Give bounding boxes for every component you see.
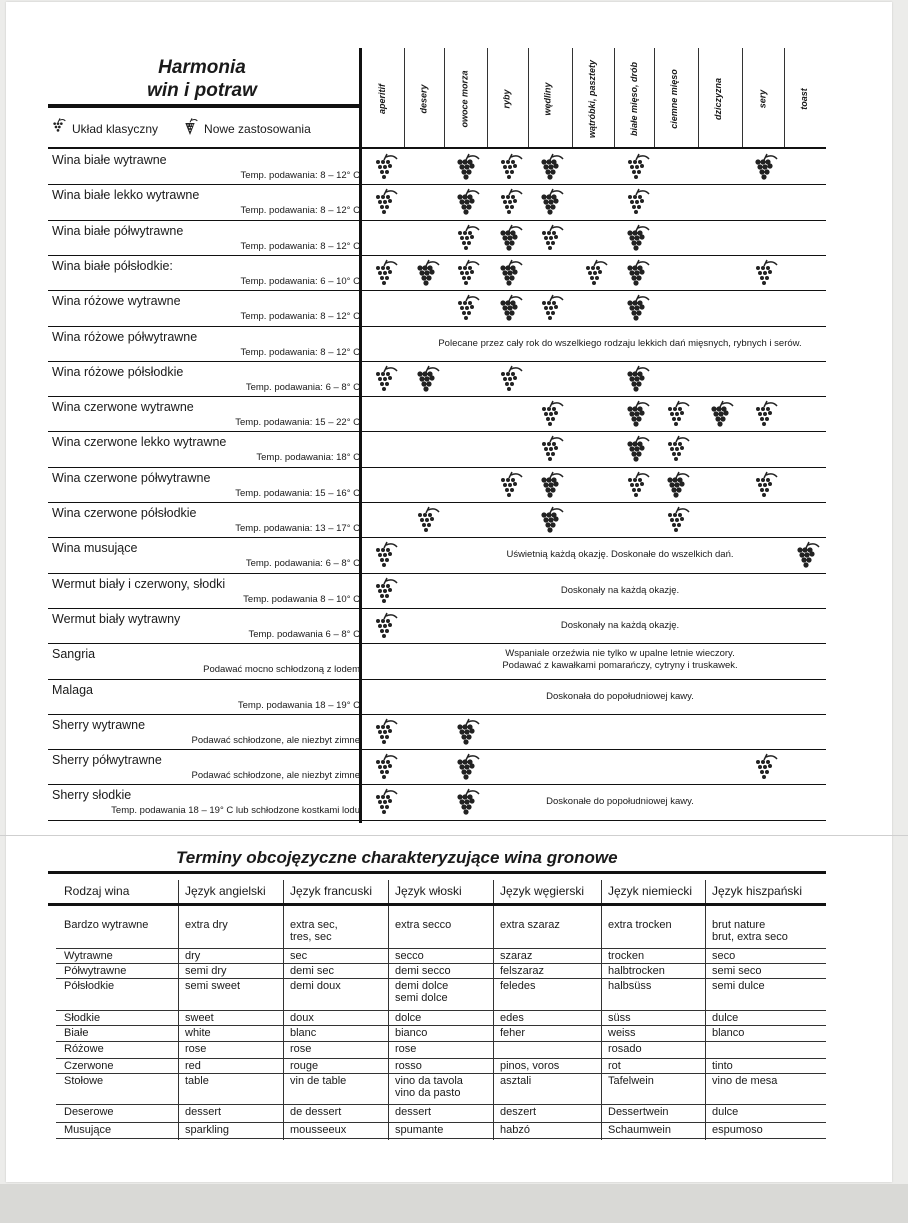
column-divider: [444, 48, 445, 148]
terms-cell: dessert: [185, 1106, 222, 1118]
grape-pairing-icon: [369, 612, 399, 642]
row-divider: [48, 290, 826, 291]
column-header: [487, 50, 527, 148]
serving-temperature: Podawać schłodzone, ale niezbyt zimne: [191, 770, 360, 782]
terms-row-label: Różowe: [64, 1043, 104, 1055]
terms-cell: halbtrocken: [608, 965, 665, 977]
grape-pairing-icon: [621, 471, 651, 501]
wine-name: Wina czerwone lekko wytrawne: [52, 435, 227, 450]
grape-pairing-icon: [661, 400, 691, 430]
terms-cell: semi dry: [185, 965, 227, 977]
terms-cell: weiss: [608, 1027, 636, 1039]
grape-pairing-icon: [451, 718, 481, 748]
terms-cell: trocken: [608, 950, 645, 962]
grape-pairing-icon: [535, 224, 565, 254]
row-divider: [48, 431, 826, 432]
row-divider: [48, 184, 826, 185]
serving-temperature: Temp. podawania: 18° C: [256, 452, 360, 464]
serving-temperature: Temp. podawania: 8 – 12° C: [240, 311, 360, 323]
grape-pairing-icon: [494, 471, 524, 501]
wine-name: Wina różowe półwytrawne: [52, 329, 198, 344]
new-use-grape-icon: [180, 117, 200, 140]
terms-cell: vino de mesa: [712, 1075, 778, 1087]
wine-note: Uświetnią każdą okazję. Doskonałe do wszelkich dań.: [506, 549, 734, 561]
grape-pairing-icon: [621, 224, 651, 254]
column-divider: [742, 48, 743, 148]
row-divider: [48, 396, 826, 397]
terms-cell: edes: [500, 1012, 524, 1024]
terms-cell: sec: [290, 950, 308, 962]
serving-temperature: Temp. podawania: 15 – 16° C: [235, 487, 360, 499]
column-header: [528, 50, 568, 148]
terms-row-divider: [56, 1025, 826, 1026]
terms-cell: dessert: [395, 1106, 432, 1118]
grape-pairing-icon: [661, 471, 691, 501]
terms-cell: extra sec, tres, sec: [290, 919, 338, 943]
terms-row-label: Półwytrawne: [64, 965, 127, 977]
wine-name: Sherry słodkie: [52, 788, 132, 803]
wine-name: Sangria: [52, 647, 96, 662]
wine-name: Wina czerwone wytrawne: [52, 400, 194, 415]
legend: [48, 117, 362, 140]
terms-row-divider: [56, 1138, 826, 1139]
column-header-label: ryby: [501, 89, 512, 109]
row-divider: [48, 220, 826, 221]
terms-cell: rouge: [290, 1060, 319, 1072]
wine-note: Wspaniale orzeźwia nie tylko w upalne letnie wieczory. Podawać z kawałkami pomarańczy, cytryny i truskawek.: [502, 648, 738, 672]
grape-pairing-icon: [661, 506, 691, 536]
grape-pairing-icon: [451, 259, 481, 289]
grape-pairing-icon: [451, 153, 481, 183]
terms-row-divider: [56, 978, 826, 979]
terms-cell: bianco: [395, 1027, 428, 1039]
terms-cell: demi dolce semi dolce: [395, 980, 449, 1004]
column-header-label: sery: [757, 89, 767, 109]
grape-pairing-icon: [451, 753, 481, 783]
terms-title-rule: [48, 871, 826, 874]
row-divider: [48, 679, 826, 680]
column-header-label: wątróbki, pasztety: [587, 59, 597, 139]
terms-cell: vino da tavola vino da pasto: [395, 1075, 463, 1099]
column-divider: [698, 48, 699, 148]
terms-header-rule: [48, 903, 826, 906]
terms-title: Terminy obcojęzyczne charakteryzujące wina gronowe: [176, 848, 618, 867]
grape-pairing-icon: [535, 153, 565, 183]
scan-background-strip: [0, 1184, 908, 1223]
terms-header-cell: Język niemiecki: [608, 884, 693, 898]
terms-row-label: Półsłodkie: [64, 980, 115, 992]
terms-cell: brut nature brut, extra seco: [712, 919, 788, 943]
grape-pairing-icon: [621, 259, 651, 289]
column-header: [404, 50, 444, 148]
classic-grape-icon: [48, 117, 68, 140]
terms-row-label: Wytrawne: [64, 950, 113, 962]
terms-cell: rosso: [395, 1060, 422, 1072]
grape-pairing-icon: [451, 224, 481, 254]
terms-cell: szaraz: [500, 950, 533, 962]
terms-cell: mousseeux: [290, 1124, 347, 1136]
column-header-label: wędliny: [542, 82, 553, 116]
terms-row-label: Stołowe: [64, 1075, 104, 1087]
grape-pairing-icon: [369, 188, 399, 218]
serving-temperature: Temp. podawania 18 – 19° C lub schłodzone kostkami lodu: [111, 805, 360, 817]
grape-pairing-icon: [621, 400, 651, 430]
wine-note: Doskonały na każdą okazję.: [560, 584, 680, 596]
terms-row-divider: [56, 1104, 826, 1105]
serving-temperature: Temp. podawania: 6 – 8° C: [245, 558, 360, 570]
terms-cell: seco: [712, 950, 736, 962]
terms-header-cell: Język francuski: [290, 884, 373, 898]
grape-pairing-icon: [494, 294, 524, 324]
page-title: [48, 56, 356, 102]
grape-pairing-icon: [451, 294, 481, 324]
row-divider: [48, 643, 826, 644]
grape-pairing-icon: [535, 294, 565, 324]
grape-pairing-icon: [621, 294, 651, 324]
grape-pairing-icon: [749, 153, 779, 183]
column-header-label: dziczyzna: [713, 77, 724, 121]
serving-temperature: Temp. podawania 6 – 8° C: [248, 628, 360, 640]
grape-pairing-icon: [705, 400, 735, 430]
terms-cell: white: [185, 1027, 211, 1039]
wine-name: Wina różowe półsłodkie: [52, 364, 184, 379]
column-header-label: aperitif: [376, 83, 387, 115]
grape-pairing-icon: [621, 188, 651, 218]
serving-temperature: Temp. podawania 18 – 19° C: [237, 699, 360, 711]
column-header: [654, 50, 694, 148]
serving-temperature: Temp. podawania: 6 – 10° C: [240, 275, 360, 287]
terms-cell: demi doux: [290, 980, 341, 992]
wine-name: Wina białe półsłodkie:: [52, 258, 173, 273]
serving-temperature: Podawać schłodzone, ale niezbyt zimne: [191, 734, 360, 746]
terms-row-divider: [56, 948, 826, 949]
column-header: [444, 50, 484, 148]
terms-cell: Dessertwein: [608, 1106, 669, 1118]
terms-cell: de dessert: [290, 1106, 342, 1118]
terms-cell: extra szaraz: [500, 919, 560, 931]
terms-row-divider: [56, 963, 826, 964]
wine-name: Wina czerwone półwytrawne: [52, 470, 211, 485]
terms-cell: rose: [185, 1043, 207, 1055]
grape-pairing-icon: [411, 365, 441, 395]
legend-classic-label: Układ klasyczny: [72, 121, 159, 136]
terms-row-label: Czerwone: [64, 1060, 114, 1072]
terms-cell: semi sweet: [185, 980, 241, 992]
title-underline: [48, 104, 362, 108]
terms-header-cell: Język hiszpański: [712, 884, 803, 898]
terms-header-cell: Język węgierski: [500, 884, 585, 898]
grape-pairing-icon: [749, 753, 779, 783]
terms-cell: demi sec: [290, 965, 335, 977]
terms-cell: table: [185, 1075, 209, 1087]
serving-temperature: Temp. podawania: 13 – 17° C: [235, 523, 360, 534]
grape-pairing-icon: [661, 435, 691, 465]
column-divider: [572, 48, 573, 148]
column-divider: [784, 48, 785, 148]
terms-cell: extra dry: [185, 919, 228, 931]
terms-cell: rosado: [608, 1043, 642, 1055]
grape-pairing-icon: [369, 365, 399, 395]
column-header-label: ciemne mięso: [669, 69, 679, 129]
grape-pairing-icon: [535, 506, 565, 536]
terms-cell: feledes: [500, 980, 536, 992]
column-header: [784, 50, 824, 148]
wine-name: Wina czerwone półsłodkie: [52, 506, 197, 520]
terms-row-divider: [56, 1122, 826, 1123]
terms-cell: sweet: [185, 1012, 214, 1024]
terms-cell: rose: [290, 1043, 312, 1055]
grape-pairing-icon: [451, 788, 481, 818]
page-fold-line: [0, 835, 908, 836]
wine-name: Wina różowe wytrawne: [52, 294, 181, 309]
grape-pairing-icon: [621, 435, 651, 465]
terms-header-cell: Język włoski: [395, 884, 462, 898]
grape-pairing-icon: [369, 577, 399, 607]
terms-cell: asztali: [500, 1075, 532, 1087]
grape-pairing-icon: [494, 188, 524, 218]
column-header: [742, 50, 782, 148]
grape-pairing-icon: [749, 400, 779, 430]
column-header-label: toast: [798, 88, 809, 110]
terms-header-cell: Język angielski: [185, 884, 266, 898]
terms-cell: Schaumwein: [608, 1124, 671, 1136]
column-divider: [404, 48, 405, 148]
terms-cell: spumante: [395, 1124, 444, 1136]
terms-cell: rot: [608, 1060, 621, 1072]
row-divider: [48, 784, 826, 785]
wine-name: Sherry półwytrawne: [52, 753, 162, 768]
title-line-1: Harmonia: [158, 57, 246, 78]
column-header: [572, 50, 612, 148]
row-divider: [48, 361, 826, 362]
column-divider: [654, 48, 655, 148]
wine-name: Malaga: [52, 682, 93, 697]
terms-header-cell: Rodzaj wina: [64, 884, 130, 898]
terms-row-label: Białe: [64, 1027, 89, 1039]
grape-pairing-icon: [749, 471, 779, 501]
wine-name: Wina białe wytrawne: [52, 153, 167, 167]
terms-cell: halbsüss: [608, 980, 652, 992]
grape-pairing-icon: [369, 753, 399, 783]
grape-pairing-icon: [369, 259, 399, 289]
wine-name: Sherry wytrawne: [52, 717, 146, 732]
terms-cell: blanc: [290, 1027, 317, 1039]
terms-cell: vin de table: [290, 1075, 347, 1087]
terms-cell: felszaraz: [500, 965, 545, 977]
table-header-rule: [48, 147, 826, 149]
column-divider: [614, 48, 615, 148]
grape-pairing-icon: [494, 259, 524, 289]
terms-cell: habzó: [500, 1124, 530, 1136]
terms-cell: dolce: [395, 1012, 422, 1024]
column-divider: [528, 48, 529, 148]
terms-row-divider: [56, 1073, 826, 1074]
terms-cell: dry: [185, 950, 201, 962]
title-line-2: win i potraw: [147, 80, 257, 101]
terms-cell: espumoso: [712, 1124, 763, 1136]
grape-pairing-icon: [535, 400, 565, 430]
grape-pairing-icon: [411, 259, 441, 289]
grape-pairing-icon: [535, 435, 565, 465]
row-divider: [48, 608, 826, 609]
terms-row-label: Słodkie: [64, 1012, 101, 1024]
terms-row-divider: [56, 1041, 826, 1042]
grape-pairing-icon: [369, 718, 399, 748]
terms-cell: semi dulce: [712, 980, 765, 992]
terms-cell: Tafelwein: [608, 1075, 654, 1087]
terms-cell: demi secco: [395, 965, 451, 977]
column-header: [362, 50, 402, 148]
terms-cell: semi seco: [712, 965, 762, 977]
terms-cell: doux: [290, 1012, 314, 1024]
serving-temperature: Temp. podawania: 6 – 8° C: [245, 381, 360, 393]
terms-row-label: Bardzo wytrawne: [64, 919, 149, 931]
serving-temperature: Podawać mocno schłodzoną z lodem: [203, 664, 360, 676]
grape-pairing-icon: [369, 788, 399, 818]
row-divider: [48, 326, 826, 327]
grape-pairing-icon: [494, 153, 524, 183]
grape-pairing-icon: [369, 541, 399, 571]
terms-cell: blanco: [712, 1027, 745, 1039]
terms-cell: süss: [608, 1012, 631, 1024]
column-header-label: białe mięso, drób: [629, 61, 639, 137]
terms-cell: secco: [395, 950, 424, 962]
terms-cell: extra secco: [395, 919, 452, 931]
wine-name: Wina białe półwytrawne: [52, 223, 184, 238]
wine-note: Doskonałe do popołudniowej kawy.: [546, 796, 694, 808]
serving-temperature: Temp. podawania: 8 – 12° C: [240, 170, 360, 181]
grape-pairing-icon: [535, 188, 565, 218]
column-header: [698, 50, 738, 148]
column-header-label: owoce morza: [459, 70, 470, 128]
terms-cell: deszert: [500, 1106, 537, 1118]
column-divider: [487, 48, 488, 148]
row-divider: [48, 714, 826, 715]
row-divider: [48, 467, 826, 468]
grape-pairing-icon: [494, 365, 524, 395]
terms-cell: tinto: [712, 1060, 733, 1072]
terms-cell: pinos, voros: [500, 1060, 560, 1072]
wine-name: Wermut biały wytrawny: [52, 611, 181, 626]
wine-note: Doskonały na każdą okazję.: [560, 619, 680, 631]
column-header-label: desery: [419, 84, 429, 114]
terms-cell: red: [185, 1060, 201, 1072]
row-divider: [48, 820, 826, 821]
grape-pairing-icon: [579, 259, 609, 289]
terms-cell: feher: [500, 1027, 526, 1039]
grape-pairing-icon: [535, 471, 565, 501]
wine-name: Wermut biały i czerwony, słodki: [52, 576, 226, 591]
grape-pairing-icon: [749, 259, 779, 289]
grape-pairing-icon: [621, 153, 651, 183]
terms-cell: extra trocken: [608, 919, 672, 931]
row-divider: [48, 502, 826, 503]
terms-row-divider: [56, 1010, 826, 1011]
grape-pairing-icon: [791, 541, 821, 571]
row-divider: [48, 537, 826, 538]
row-divider: [48, 255, 826, 256]
wine-note: Polecane przez cały rok do wszelkiego rodzaju lekkich dań mięsnych, rybnych i serów.: [438, 337, 802, 349]
row-divider: [48, 573, 826, 574]
terms-row-divider: [56, 1058, 826, 1059]
serving-temperature: Temp. podawania: 8 – 12° C: [240, 205, 360, 217]
serving-temperature: Temp. podawania: 8 – 12° C: [240, 346, 360, 358]
serving-temperature: Temp. podawania: 15 – 22° C: [235, 417, 360, 429]
terms-cell: sparkling: [185, 1124, 230, 1136]
grape-pairing-icon: [451, 188, 481, 218]
grape-pairing-icon: [369, 153, 399, 183]
wine-name: Wina białe lekko wytrawne: [52, 188, 200, 203]
terms-row-label: Deserowe: [64, 1106, 114, 1118]
serving-temperature: Temp. podawania 8 – 10° C: [243, 593, 360, 605]
terms-cell: rose: [395, 1043, 417, 1055]
wine-name: Wina musujące: [52, 541, 138, 556]
column-header: [614, 50, 654, 148]
terms-cell: dulce: [712, 1106, 739, 1118]
serving-temperature: Temp. podawania: 8 – 12° C: [240, 240, 360, 252]
grape-pairing-icon: [494, 224, 524, 254]
grape-pairing-icon: [411, 506, 441, 536]
row-divider: [48, 749, 826, 750]
legend-new-label: Nowe zastosowania: [204, 121, 311, 136]
wine-note: Doskonała do popołudniowej kawy.: [546, 690, 694, 702]
terms-cell: dulce: [712, 1012, 739, 1024]
terms-row-label: Musujące: [64, 1124, 112, 1136]
grape-pairing-icon: [621, 365, 651, 395]
